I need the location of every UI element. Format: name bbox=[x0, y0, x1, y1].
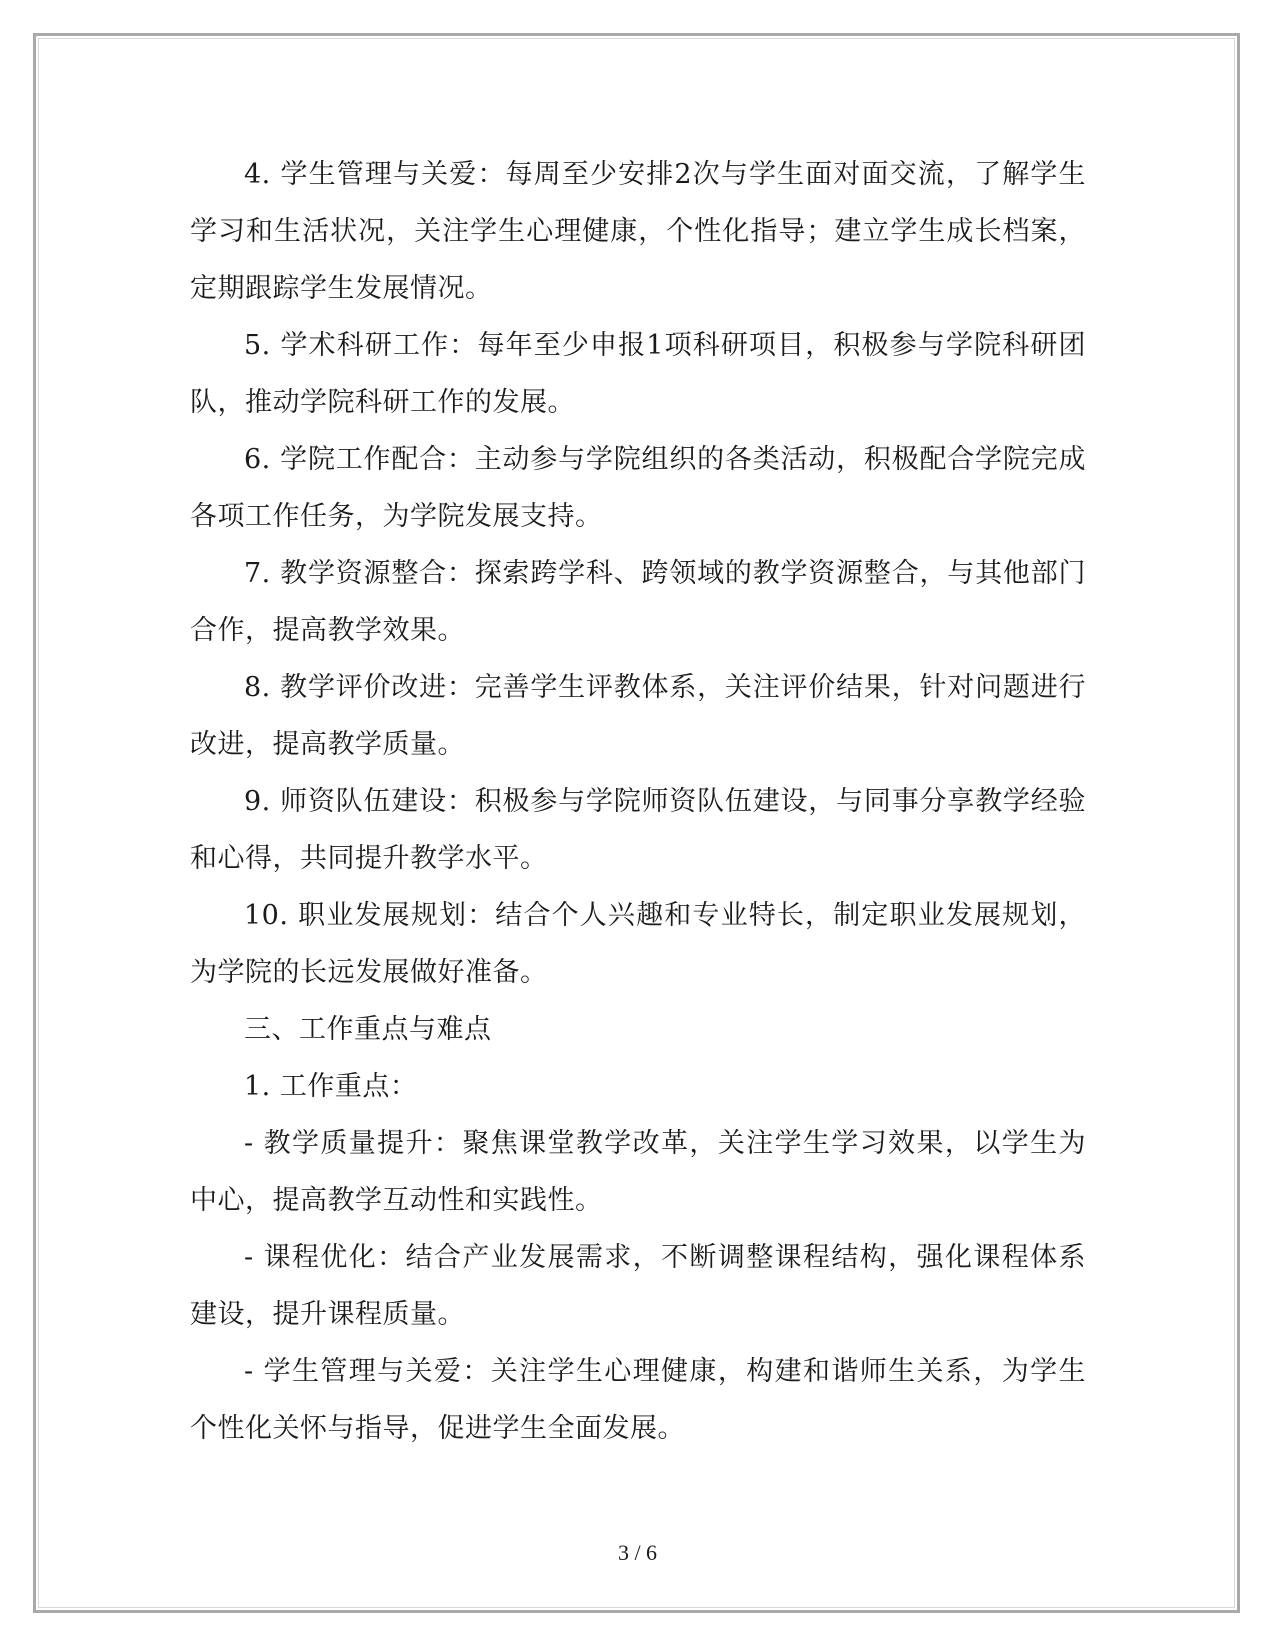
paragraph-item-9: 9. 师资队伍建设：积极参与学院师资队伍建设，与同事分享教学经验和心得，共同提升教学水平。 bbox=[190, 786, 1086, 874]
paragraph-item-5: 5. 学术科研工作：每年至少申报1项科研项目，积极参与学院科研团队，推动学院科研工作的发展。 bbox=[190, 330, 1086, 418]
paragraph-item-6: 6. 学院工作配合：主动参与学院组织的各类活动，积极配合学院完成各项工作任务，为学院发展支持。 bbox=[190, 444, 1086, 532]
subsection-heading: 1. 工作重点： bbox=[244, 1071, 418, 1102]
bullet-item-student-care: - 学生管理与关爱：关注学生心理健康，构建和谐师生关系，为学生个性化关怀与指导，促进学生全面发展。 bbox=[190, 1356, 1086, 1444]
page-number: 3 / 6 bbox=[617, 1540, 658, 1565]
paragraph-item-4: 4. 学生管理与关爱：每周至少安排2次与学生面对面交流，了解学生学习和生活状况，关注学生心理健康，个性化指导；建立学生成长档案，定期跟踪学生发展情况。 bbox=[190, 159, 1086, 304]
document-body bbox=[190, 146, 1086, 1457]
section-heading: 三、工作重点与难点 bbox=[244, 1014, 492, 1045]
paragraph-item-7: 7. 教学资源整合：探索跨学科、跨领域的教学资源整合，与其他部门合作，提高教学效果。 bbox=[190, 558, 1086, 646]
bullet-item-course-optimization: - 课程优化：结合产业发展需求，不断调整课程结构，强化课程体系建设，提升课程质量。 bbox=[190, 1242, 1086, 1330]
paragraph-item-8: 8. 教学评价改进：完善学生评教体系，关注评价结果，针对问题进行改进，提高教学质量。 bbox=[190, 672, 1086, 760]
bullet-item-teaching-quality: - 教学质量提升：聚焦课堂教学改革，关注学生学习效果，以学生为中心，提高教学互动性和实践性。 bbox=[190, 1128, 1086, 1216]
paragraph-item-10: 10. 职业发展规划：结合个人兴趣和专业特长，制定职业发展规划，为学院的长远发展做好准备。 bbox=[190, 900, 1086, 988]
